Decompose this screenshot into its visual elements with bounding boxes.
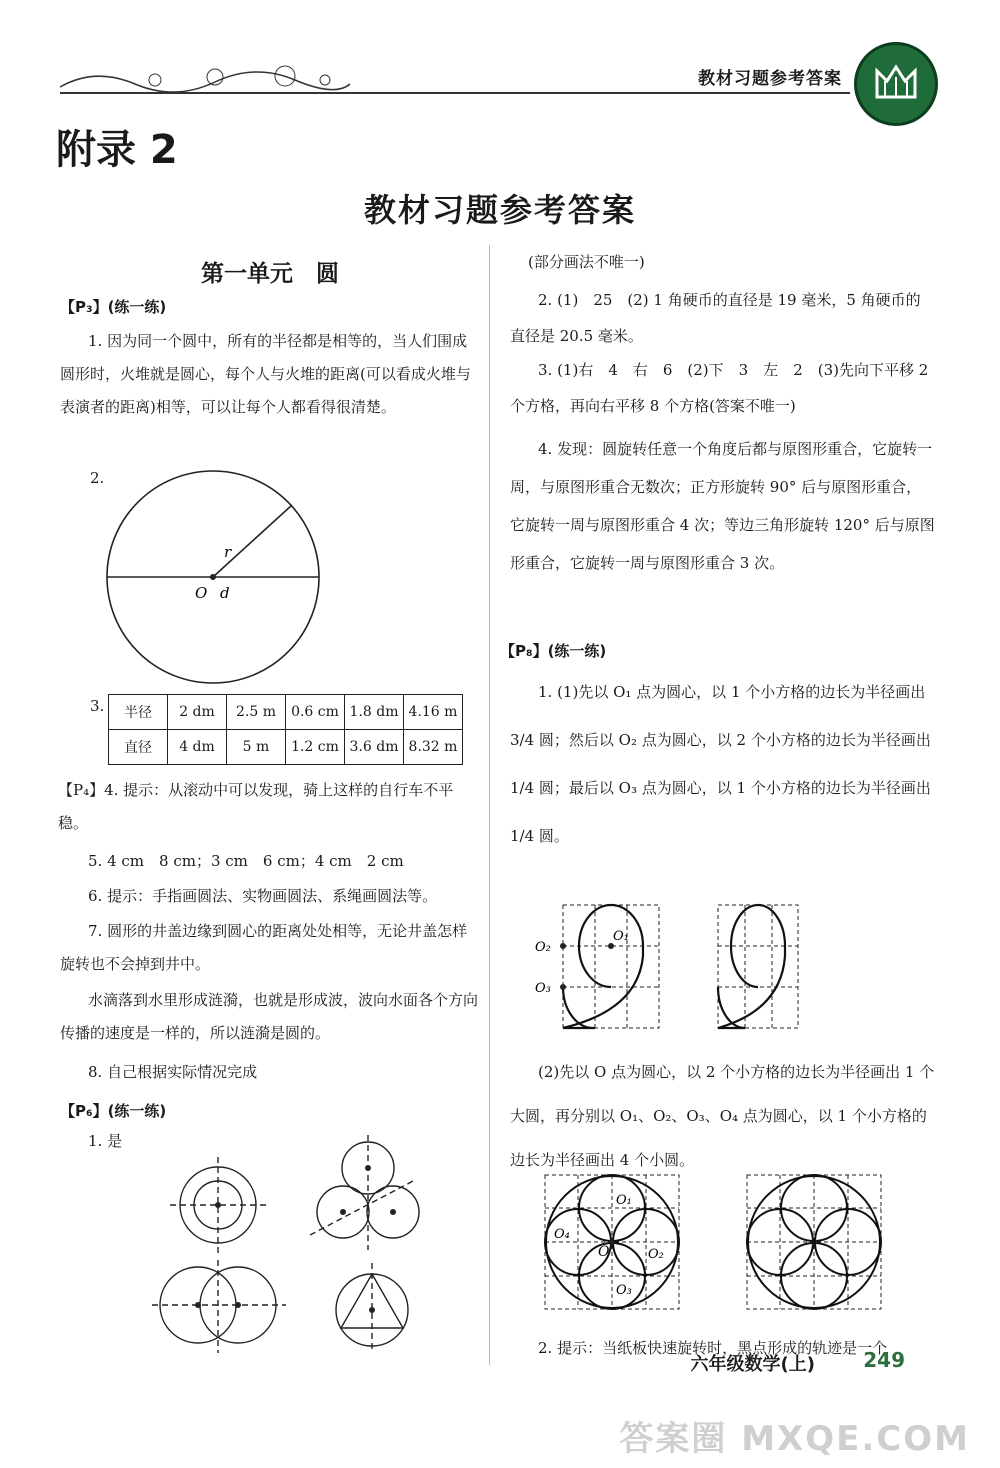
answer-5: 5. 4 cm 8 cm；3 cm 6 cm；4 cm 2 cm: [88, 852, 404, 870]
answer-note: (部分画法不唯一): [528, 253, 645, 271]
answer-r4: 4. 发现：圆旋转任意一个角度后都与原图形重合，它旋转一周，与原图形重合无数次；正方形旋转 90° 后与原图形重合，它旋转一周与原图形重合 4 次；等边三角形旋转 120° 后与原图形重合，它旋转一周与原图形重合 3 次。: [510, 440, 935, 572]
symmetry-figures: [140, 1135, 440, 1355]
radius-diameter-table: [108, 694, 463, 765]
o2-flower-label: O₂: [648, 1247, 664, 1262]
o-center-label: O: [598, 1244, 610, 1260]
page-title: 教材习题参考答案: [363, 191, 636, 229]
publisher-logo: [854, 42, 938, 126]
table-cell: 5 m: [227, 730, 286, 765]
answer-p8-1a: 1. (1)先以 O₁ 点为圆心，以 1 个小方格的边长为半径画出 3/4 圆；然后以 O₂ 点为圆心，以 2 个小方格的边长为半径画出 1/4 圆；最后以 O₃ 点为圆心，以 1 个小方格的边长为半径画出 1/4 圆。: [510, 683, 931, 845]
answer-7a: 7. 圆形的井盖边缘到圆心的距离处处相等，无论井盖怎样旋转也不会掉到井中。: [60, 922, 468, 973]
section-label-p8: 【P₈】(练一练): [500, 642, 607, 660]
header-decoration: [55, 62, 355, 102]
answer-3-label: 3.: [90, 697, 105, 715]
table-cell: 直径: [109, 730, 168, 765]
o3-flower-label: O₃: [616, 1283, 632, 1298]
column-divider: [489, 245, 490, 1365]
table-cell: 1.2 cm: [286, 730, 345, 765]
center-label: O: [195, 584, 208, 602]
o4-flower-label: O₄: [554, 1227, 570, 1242]
book-icon: [857, 45, 935, 123]
answer-8: 8. 自己根据实际情况完成: [88, 1063, 258, 1081]
table-cell: 4.16 m: [404, 695, 463, 730]
table-row: [109, 695, 463, 730]
section-label-p3: 【P₃】(练一练): [60, 298, 167, 316]
o3-label: O₃: [535, 981, 551, 996]
footer-book-title: 六年级数学(上): [690, 1354, 815, 1375]
appendix-title: 附录 2: [56, 127, 178, 173]
answer-p6-1: 1. 是: [88, 1132, 123, 1150]
table-row: [109, 730, 463, 765]
table-cell: 2.5 m: [227, 695, 286, 730]
answer-p8-1b: (2)先以 O 点为圆心，以 2 个小方格的边长为半径画出 1 个大圆，再分别以 O₁、O₂、O₃、O₄ 点为圆心，以 1 个小方格的边长为半径画出 4 个小圆。: [510, 1063, 935, 1169]
circle-radius-diameter-figure: [100, 465, 330, 695]
o2-label: O₂: [535, 940, 551, 955]
answer-2-label: 2.: [90, 469, 105, 487]
header-title: 教材习题参考答案: [698, 69, 842, 89]
answer-1: 1. 因为同一个圆中，所有的半径都是相等的，当人们围成圆形时，火堆就是圆心，每个人与火堆的距离(可以看成火堆与表演者的距离)相等，可以让每个人都看得很清楚。: [60, 332, 471, 416]
o1-flower-label: O₁: [616, 1193, 632, 1208]
flower-circle-drawings: [540, 1172, 890, 1317]
table-cell: 2 dm: [168, 695, 227, 730]
table-cell: 8.32 m: [404, 730, 463, 765]
answer-7b: 水滴落到水里形成涟漪，也就是形成波，波向水面各个方向传播的速度是一样的，所以涟漪是圆的。: [60, 991, 479, 1042]
table-cell: 0.6 cm: [286, 695, 345, 730]
section-label-p6: 【P₆】(练一练): [60, 1102, 167, 1120]
figure-nine-drawings: [533, 900, 813, 1035]
header-rule: [60, 92, 850, 94]
answer-r2: 2. (1) 25 (2) 1 角硬币的直径是 19 毫米，5 角硬币的直径是 20.5 毫米。: [510, 291, 921, 345]
o1-label: O₁: [613, 929, 629, 944]
table-cell: 1.8 dm: [345, 695, 404, 730]
answer-4: 【P₄】4. 提示：从滚动中可以发现，骑上这样的自行车不平稳。: [58, 781, 454, 832]
table-cell: 半径: [109, 695, 168, 730]
answer-r3: 3. (1)右 4 右 6 (2)下 3 左 2 (3)先向下平移 2 个方格，再向右平移 8 个方格(答案不唯一): [510, 361, 929, 415]
answer-p8-2: 2. 提示：当纸板快速旋转时，黑点形成的轨迹是一个: [538, 1339, 888, 1357]
answer-6: 6. 提示：手指画圆法、实物画圆法、系绳画圆法等。: [88, 887, 438, 905]
table-cell: 4 dm: [168, 730, 227, 765]
page-number: 249: [863, 1348, 905, 1372]
table-cell: 3.6 dm: [345, 730, 404, 765]
watermark: 答案圈 MXQE.COM: [619, 1419, 970, 1459]
unit-title: 第一单元 圆: [201, 261, 339, 287]
radius-label: r: [224, 543, 232, 561]
diameter-label: d: [220, 584, 230, 602]
